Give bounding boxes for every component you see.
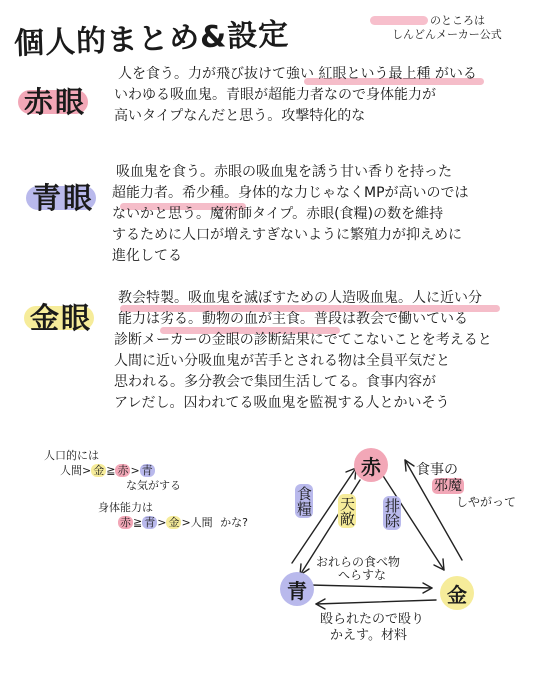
physical-note-line-1: 身体能力は	[98, 501, 153, 514]
red-label-text: 赤眼	[24, 85, 87, 119]
gold-line-6: アレだし。囚われてる吸血鬼を監視する人とかいそう	[114, 395, 450, 411]
red-line-1: 人を食う。力が飛び抜けて強い 紅眼という最上種 がいる	[118, 66, 477, 82]
legend-line-1: のところは	[430, 14, 485, 27]
blue-label-text: 青眼	[32, 181, 95, 215]
label-eat	[416, 462, 516, 510]
pop-red: 赤	[117, 464, 129, 477]
label-exclude	[384, 496, 400, 530]
node-red	[354, 448, 388, 482]
blue-line-5: 進化してる	[112, 248, 182, 264]
label-our-food-line-2: へらすな	[338, 568, 387, 582]
red-line-3: 高いタイプなんだと思う。攻撃特化的な	[114, 108, 366, 124]
label-our-food	[316, 556, 400, 582]
phys-ge: ≧	[133, 516, 143, 529]
blue-line-2: 超能力者。希少種。身体的な力じゃなくMPが高いのでは	[112, 185, 469, 201]
pop-gold: 金	[93, 464, 105, 477]
blue-line-1: 吸血鬼を食う。赤眼の吸血鬼を誘う甘い香りを持った	[116, 164, 452, 180]
node-gold-label: 金	[447, 582, 467, 607]
label-eat-line-2: 邪魔	[434, 478, 462, 494]
phys-red: 赤	[120, 516, 131, 529]
red-line-2: いわゆる吸血鬼。青眼が超能力者なので身体能力が	[114, 87, 436, 103]
blue-line-3: ないかと思う。魔術師タイプ。赤眼(食糧)の数を維持	[112, 206, 444, 222]
pop-blue: 青	[141, 464, 153, 477]
pop-human: 人間>	[60, 464, 92, 477]
node-blue-label: 青	[287, 578, 307, 603]
population-note-line-1: 人口的には	[44, 449, 99, 462]
label-food	[296, 484, 312, 518]
label-exclude-text: 排除	[383, 498, 401, 528]
phys-human: >人間	[181, 516, 213, 529]
label-hit-back-line-1: 殴られたので殴り	[320, 612, 425, 627]
label-hit-back	[320, 612, 424, 644]
node-blue	[280, 572, 314, 606]
label-eat-line-1: 食事の	[416, 462, 458, 478]
arrow-blue-to-gold	[310, 585, 432, 588]
phys-blue: 青	[144, 516, 156, 529]
gold-label-text: 金眼	[30, 301, 93, 335]
population-note-line-3: な気がする	[126, 479, 181, 492]
arrowhead-gold-to-red	[405, 460, 414, 471]
page-title: 個人的まとめ&設定	[13, 17, 290, 62]
label-hit-back-line-2: かえす。材料	[330, 628, 407, 643]
phys-gt-1: >	[157, 516, 167, 529]
gold-line-5: 思われる。多分教会で集団生活してる。食事内容が	[114, 374, 436, 390]
label-our-food-line-1: おれらの食べ物	[316, 555, 401, 569]
gold-line-4: 人間に近い分吸血鬼が苦手とされる物は全員平気だと	[114, 353, 450, 369]
label-enemy-text: 天敵	[338, 496, 356, 526]
gold-line-3: 診断メーカーの金眼の診断結果にでてこないことを考えると	[114, 332, 492, 348]
pop-ge: ≧	[106, 464, 116, 477]
node-red-label: 赤	[361, 454, 381, 479]
label-enemy	[339, 494, 355, 528]
arrow-gold-to-blue	[316, 600, 436, 604]
label-food-text: 食糧	[295, 486, 313, 516]
gold-line-2: 能力は劣る。動物の血が主食。普段は教会で働いている	[118, 311, 468, 327]
pop-gt: >	[130, 464, 140, 477]
legend-line-2: しんどんメーカー公式	[392, 28, 502, 41]
label-eat-line-3: しやがって	[456, 495, 517, 509]
phys-gold: 金	[168, 516, 180, 529]
gold-line-1: 教会特製。吸血鬼を滅ぼすための人造吸血鬼。人に近い分	[118, 290, 482, 306]
node-gold	[440, 576, 474, 610]
blue-line-4: するために人口が増えすぎないように繁殖力が抑えめに	[112, 227, 462, 243]
phys-question: かな?	[220, 516, 248, 529]
